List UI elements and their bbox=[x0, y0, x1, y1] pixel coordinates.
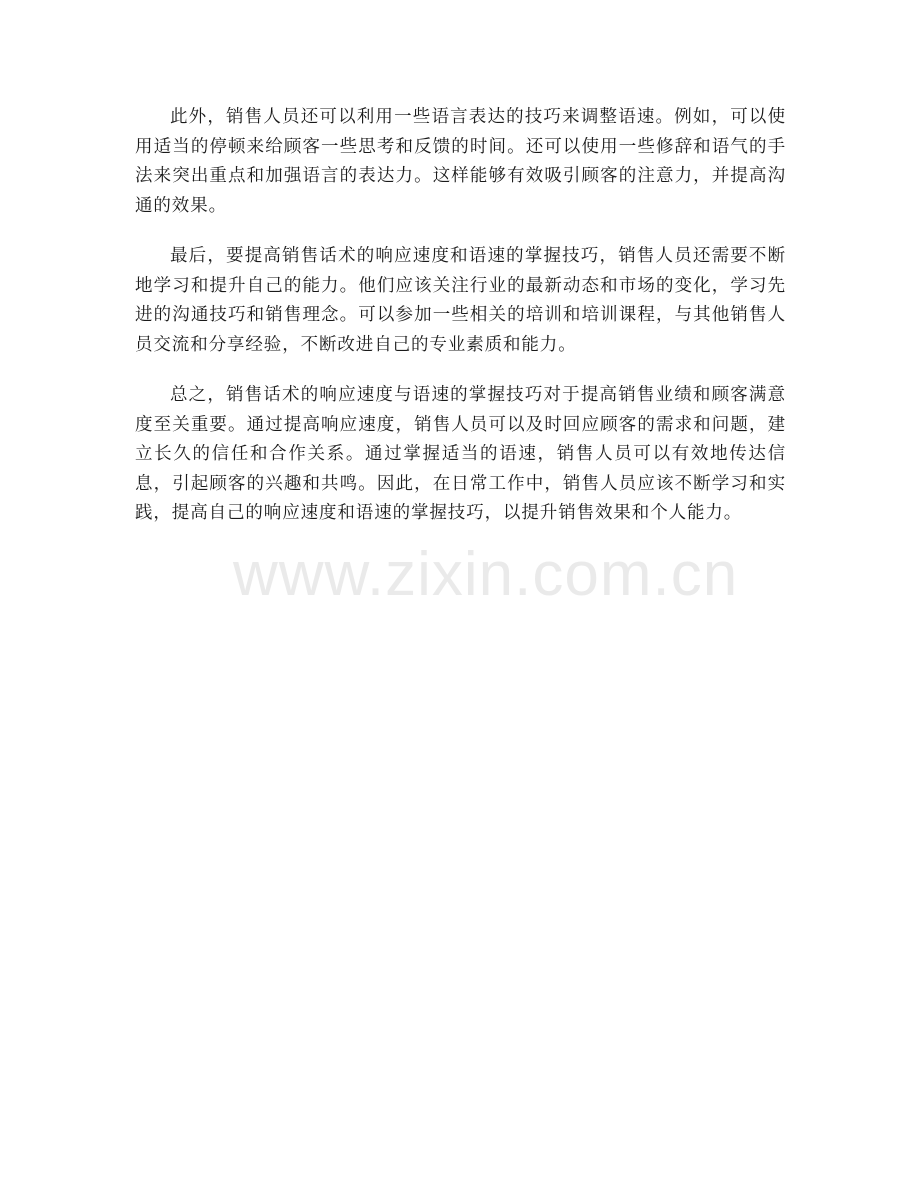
watermark: www.zixin.com.cn bbox=[233, 540, 739, 609]
paragraph-additionally: 此外，销售人员还可以利用一些语言表达的技巧来调整语速。例如，可以使用适当的停顿来给顾客一些思考和反馈的时间。还可以使用一些修辞和语气的手法来突出重点和加强语言的表达力。这样能够有效吸引顾客的注意力，并提高沟通的效果。 bbox=[135, 107, 786, 216]
paragraph-finally: 最后，要提高销售话术的响应速度和语速的掌握技巧，销售人员还需要不断地学习和提升自己的能力。他们应该关注行业的最新动态和市场的变化，学习先进的沟通技巧和销售理念。可以参加一些相关的培训和培训课程，与其他销售人员交流和分享经验，不断改进自己的专业素质和能力。 bbox=[135, 246, 786, 355]
document-body bbox=[135, 103, 786, 550]
paragraph-conclusion: 总之，销售话术的响应速度与语速的掌握技巧对于提高销售业绩和顾客满意度至关重要。通过提高响应速度，销售人员可以及时回应顾客的需求和问题，建立长久的信任和合作关系。通过掌握适当的语速，销售人员可以有效地传达信息，引起顾客的兴趣和共鸣。因此，在日常工作中，销售人员应该不断学习和实践，提高自己的响应速度和语速的掌握技巧，以提升销售效果和个人能力。 bbox=[135, 385, 786, 523]
